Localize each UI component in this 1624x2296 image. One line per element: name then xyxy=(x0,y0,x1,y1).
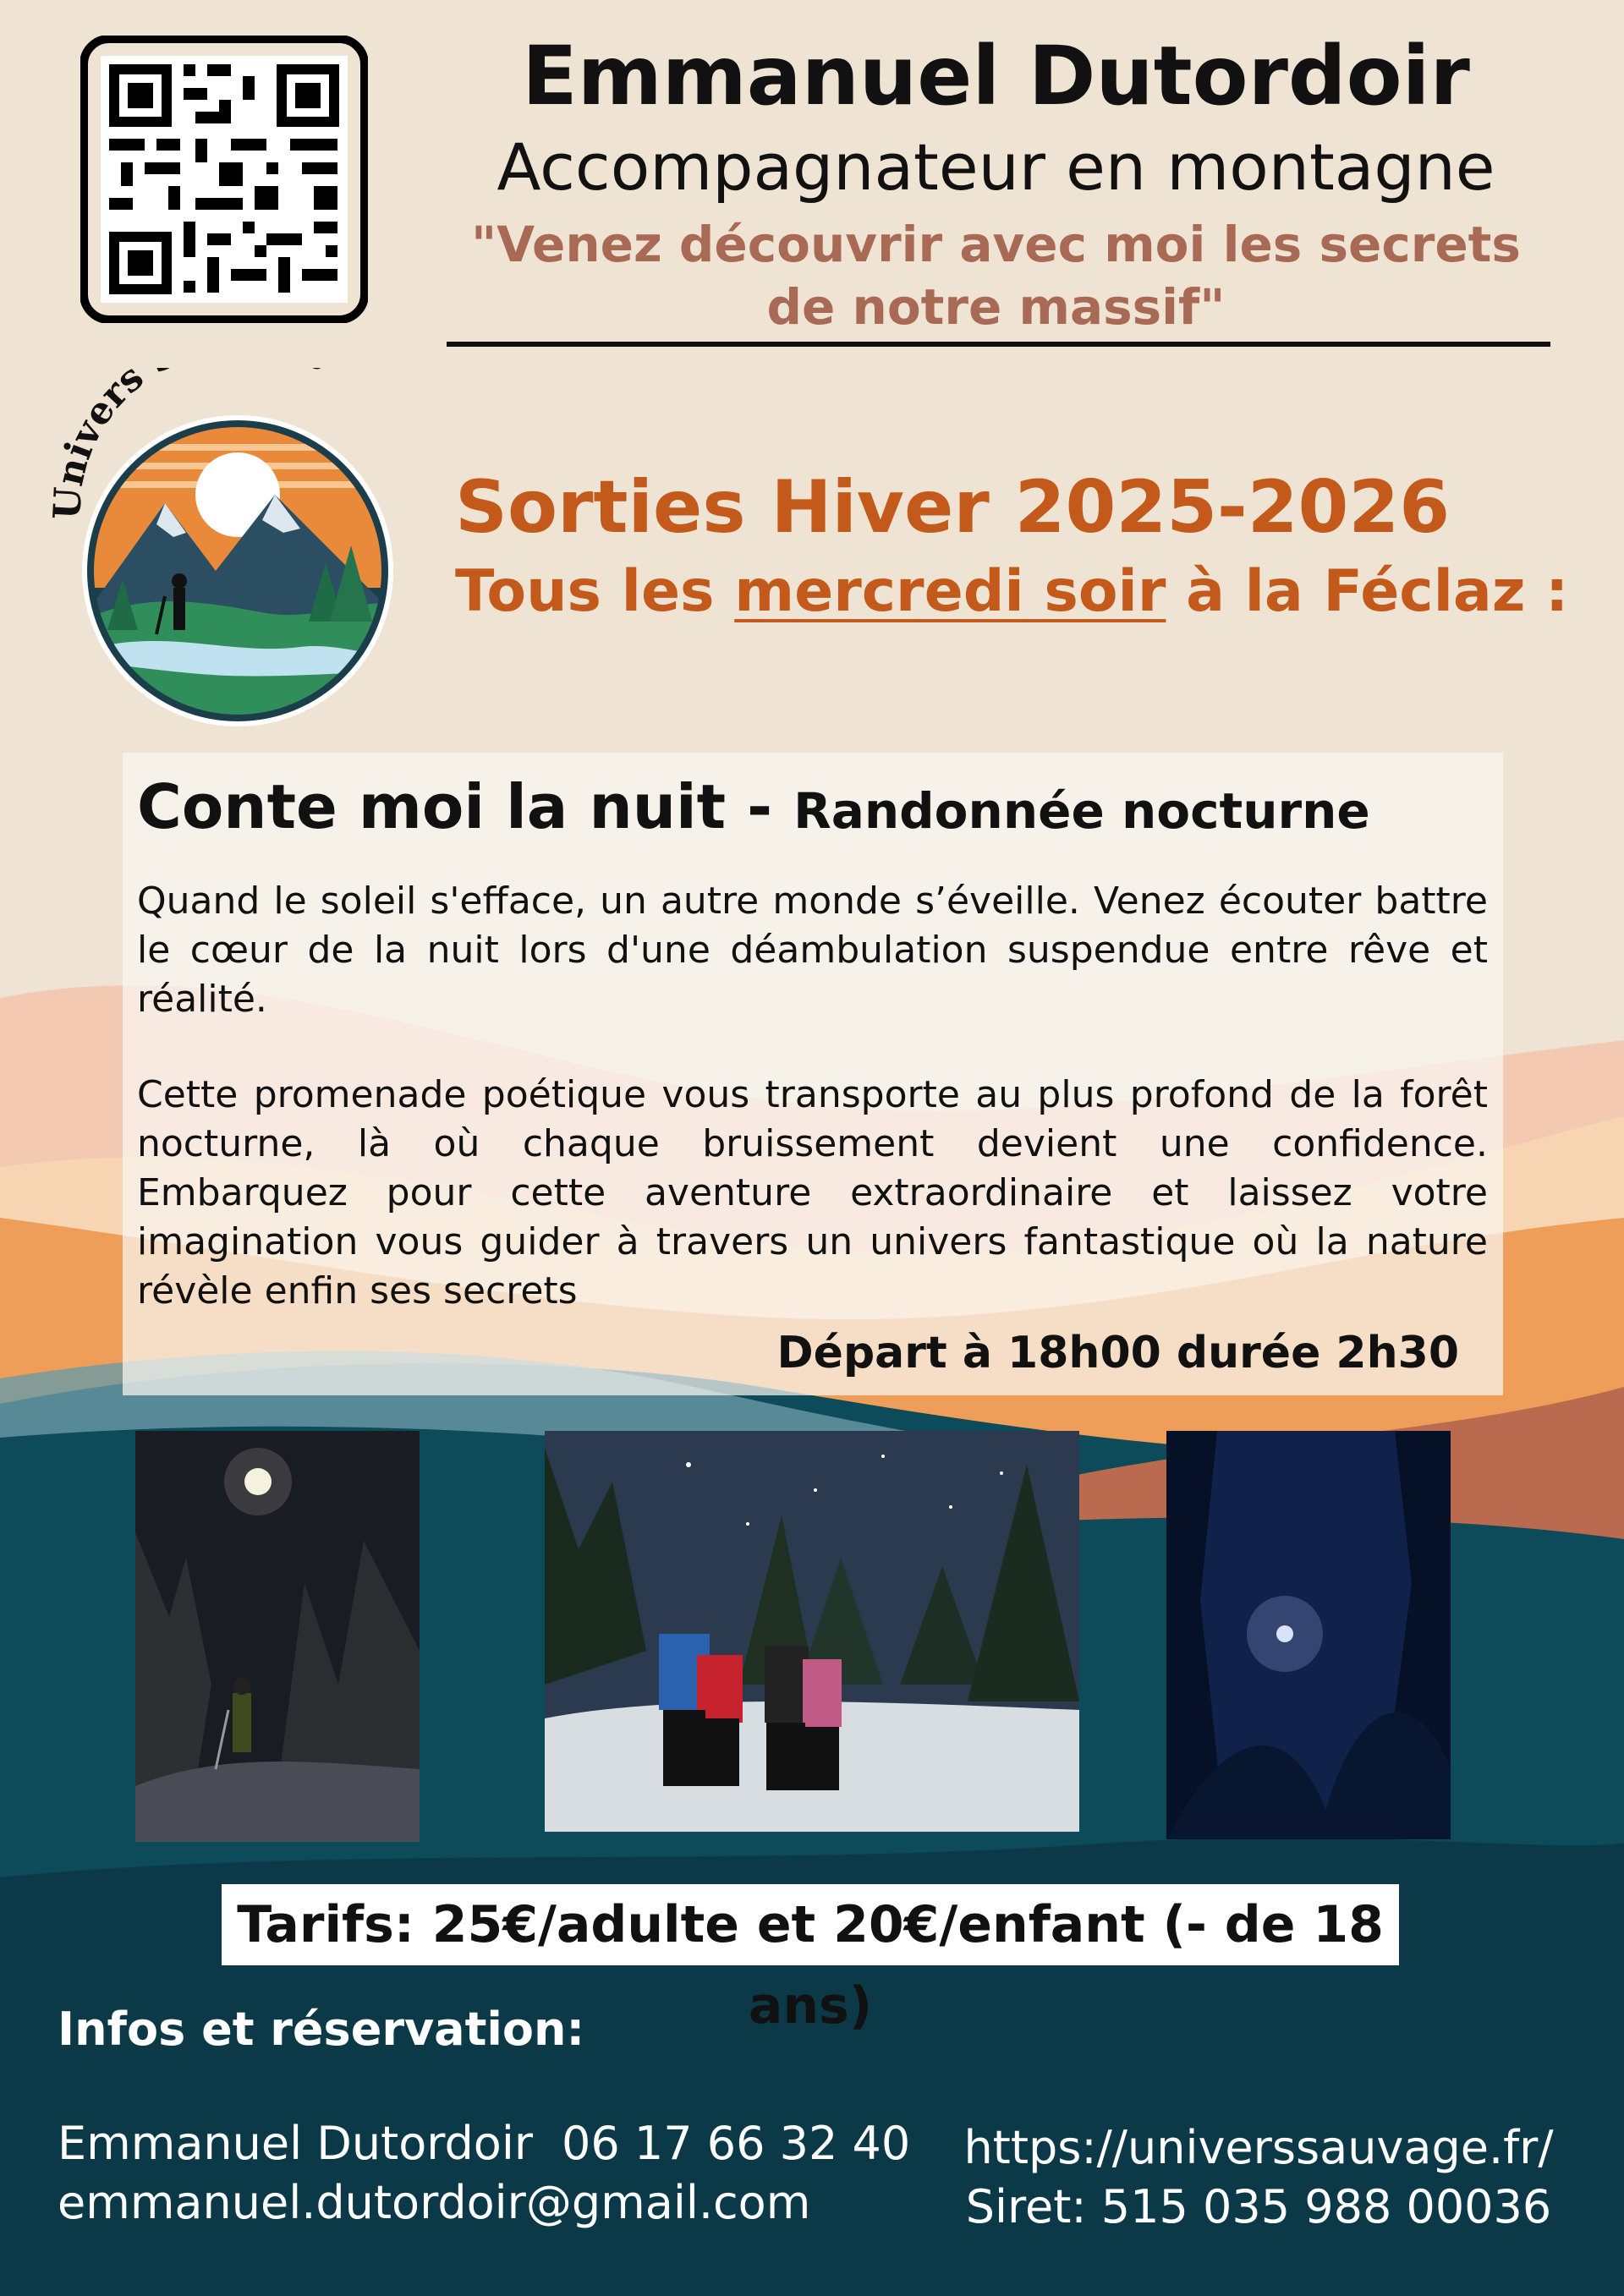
season-info xyxy=(455,461,1588,630)
logo-arc-text: Univers xyxy=(47,368,152,521)
schedule-line xyxy=(455,554,1588,630)
quote-line-1: "Venez découvrir avec moi les secrets xyxy=(471,216,1521,273)
photo-group-snowshoe-starry-sky xyxy=(545,1431,1079,1832)
quote-line-2: de notre massif" xyxy=(766,278,1226,336)
website-link[interactable]: https://universsauvage.fr/ xyxy=(963,2121,1554,2174)
contact-block xyxy=(58,2114,910,2233)
header xyxy=(444,25,1548,338)
pricing-banner: Tarifs: 25€/adulte et 20€/enfant (- de 18 ans) xyxy=(222,1884,1399,1965)
activity-title-main: Conte moi la nuit - xyxy=(137,771,794,842)
contact-name: Emmanuel Dutordoir xyxy=(58,2117,534,2170)
activity-card xyxy=(123,753,1503,1395)
guide-role: Accompagnateur en montagne xyxy=(497,129,1495,205)
web-block xyxy=(937,2118,1580,2237)
activity-subtitle: Randonnée nocturne xyxy=(793,782,1370,840)
phone-number[interactable]: 06 17 66 32 40 xyxy=(562,2117,911,2170)
email-address[interactable]: emmanuel.dutordoir@gmail.com xyxy=(58,2176,811,2229)
infos-title: Infos et réservation: xyxy=(58,2003,585,2056)
mountain-sun-hiker-logo xyxy=(47,368,419,740)
season-title: Sorties Hiver 2025-2026 xyxy=(455,465,1451,550)
schedule-suffix: à la Féclaz : xyxy=(1166,558,1569,625)
activity-title xyxy=(137,764,1488,853)
guide-name: Emmanuel Dutordoir xyxy=(522,29,1470,123)
schedule-prefix: Tous les xyxy=(455,558,735,625)
activity-description-2: Cette promenade poétique vous transporte au plus profond de la forêt nocturne, là où chaque bruissement devient une confidence. Embarquez pour cette aventure extraordinaire et laissez votre imagination vous guider à travers un univers fantastique où la nature révèle enfin ses secrets xyxy=(137,1073,1488,1312)
header-divider xyxy=(447,342,1550,347)
photo-moon-through-trees xyxy=(1166,1431,1451,1839)
qr-code-icon[interactable] xyxy=(80,36,368,323)
tagline-quote xyxy=(444,213,1548,338)
siret-number: Siret: 515 035 988 00036 xyxy=(965,2180,1552,2233)
schedule-day: mercredi soir xyxy=(734,558,1166,625)
activity-description-1: Quand le soleil s'efface, un autre monde s’éveille. Venez écouter battre le cœur de la nuit lors d'une déambulation suspendue entre rêve et réalité. xyxy=(137,879,1488,1021)
photo-hiker-moonlit-forest xyxy=(135,1431,420,1842)
departure-time: Départ à 18h00 durée 2h30 xyxy=(776,1328,1459,1378)
